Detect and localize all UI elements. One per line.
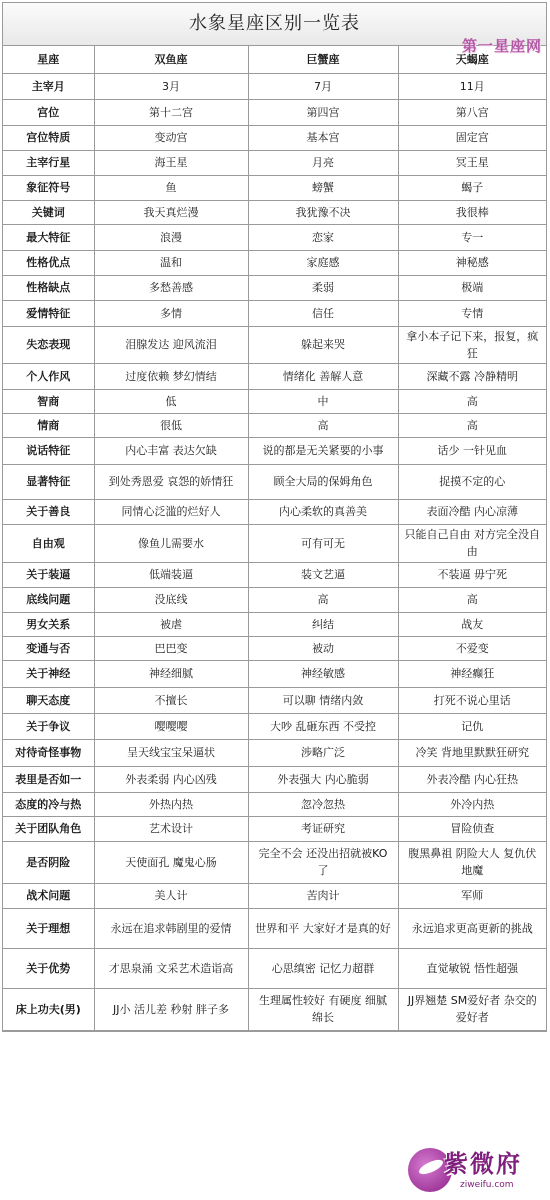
table-cell: 11月 (398, 73, 546, 99)
table-cell: 神秘感 (398, 250, 546, 275)
table-row (3, 363, 546, 389)
row-label: 战术问题 (3, 883, 94, 908)
table-cell: 第八宫 (398, 99, 546, 125)
table-cell: 表面冷酷 内心凉薄 (398, 499, 546, 524)
table-cell: 苦肉计 (248, 883, 398, 908)
row-label: 智商 (3, 389, 94, 413)
table-cell: 柔弱 (248, 275, 398, 300)
zodiac-comparison-table (3, 46, 546, 1031)
table-cell: 第四宫 (248, 99, 398, 125)
table-row (3, 883, 546, 908)
row-label: 性格优点 (3, 250, 94, 275)
table-cell: 基本宫 (248, 125, 398, 150)
table-cell: 螃蟹 (248, 175, 398, 200)
row-label: 失恋表现 (3, 326, 94, 363)
table-cell: 专情 (398, 300, 546, 326)
row-label: 说话特征 (3, 437, 94, 464)
row-label: 是否阴险 (3, 841, 94, 883)
table-row (3, 660, 546, 687)
table-row (3, 636, 546, 660)
table-cell: 纠结 (248, 612, 398, 636)
table-cell: 神经癫狂 (398, 660, 546, 687)
table-cell: 固定宫 (398, 125, 546, 150)
table-cell: 拿小本子记下来，报复，疯狂 (398, 326, 546, 363)
row-label: 关于争议 (3, 713, 94, 739)
table-cell: 天使面孔 魔鬼心肠 (94, 841, 248, 883)
table-cell: 不擅长 (94, 687, 248, 713)
table-row (3, 988, 546, 1030)
table-cell: 专一 (398, 224, 546, 250)
table-cell: 心思缜密 记忆力超群 (248, 948, 398, 988)
table-cell: 蝎子 (398, 175, 546, 200)
table-cell: 浪漫 (94, 224, 248, 250)
table-row (3, 275, 546, 300)
row-label: 底线问题 (3, 587, 94, 612)
table-cell: 低端装逼 (94, 562, 248, 587)
table-cell: 我天真烂漫 (94, 200, 248, 224)
row-label: 变通与否 (3, 636, 94, 660)
table-cell: 家庭感 (248, 250, 398, 275)
table-cell: 可以聊 情绪内敛 (248, 687, 398, 713)
row-label: 关于装逼 (3, 562, 94, 587)
table-row (3, 413, 546, 437)
table-cell: 极端 (398, 275, 546, 300)
row-label: 自由观 (3, 524, 94, 562)
table-cell: 外表冷酷 内心狂热 (398, 766, 546, 792)
table-cell: 变动宫 (94, 125, 248, 150)
row-label: 爱情特征 (3, 300, 94, 326)
table-cell: 直觉敏锐 悟性超强 (398, 948, 546, 988)
table-row (3, 200, 546, 224)
table-cell: 说的都是无关紧要的小事 (248, 437, 398, 464)
table-cell: 呈天线宝宝呆逼状 (94, 739, 248, 766)
table-row (3, 816, 546, 841)
table-cell: 高 (248, 587, 398, 612)
table-row (3, 713, 546, 739)
table-row (3, 612, 546, 636)
row-label: 最大特征 (3, 224, 94, 250)
table-cell: 永远追求更高更新的挑战 (398, 908, 546, 948)
table-cell: 第十二宫 (94, 99, 248, 125)
table-row (3, 524, 546, 562)
table-cell: 可有可无 (248, 524, 398, 562)
table-cell: 军师 (398, 883, 546, 908)
table-cell: 我犹豫不决 (248, 200, 398, 224)
table-cell: 中 (248, 389, 398, 413)
table-cell: 躲起来哭 (248, 326, 398, 363)
table-cell: 完全不会 还没出招就被KO了 (248, 841, 398, 883)
table-row (3, 792, 546, 816)
table-cell: 才思泉涌 文采艺术造诣高 (94, 948, 248, 988)
row-label: 表里是否如一 (3, 766, 94, 792)
header-corner: 星座 (3, 46, 94, 73)
row-label: 对待奇怪事物 (3, 739, 94, 766)
row-label: 象征符号 (3, 175, 94, 200)
row-label: 个人作风 (3, 363, 94, 389)
table-cell: 内心丰富 表达欠缺 (94, 437, 248, 464)
table-cell: 世界和平 大家好才是真的好 (248, 908, 398, 948)
row-label: 显著特征 (3, 464, 94, 499)
table-cell: 外表强大 内心脆弱 (248, 766, 398, 792)
table-cell: 生理属性较好 有硬度 细腻绵长 (248, 988, 398, 1030)
table-cell: 多情 (94, 300, 248, 326)
table-row (3, 841, 546, 883)
table-cell: 嘤嘤嘤 (94, 713, 248, 739)
table-cell: 不爱变 (398, 636, 546, 660)
table-row (3, 300, 546, 326)
site-watermark: 第一星座网 (461, 37, 542, 55)
header-sign: 天蝎座 (398, 46, 546, 73)
table-cell: 高 (398, 587, 546, 612)
table-cell: 鱼 (94, 175, 248, 200)
table-cell: 装文艺逼 (248, 562, 398, 587)
table-row (3, 224, 546, 250)
row-label: 聊天态度 (3, 687, 94, 713)
comparison-sheet (2, 2, 547, 1032)
table-cell: 深藏不露 冷静精明 (398, 363, 546, 389)
row-label: 关键词 (3, 200, 94, 224)
table-cell: 泪腺发达 迎风流泪 (94, 326, 248, 363)
table-cell: 像鱼儿需要水 (94, 524, 248, 562)
row-label: 关于优势 (3, 948, 94, 988)
table-cell: 美人计 (94, 883, 248, 908)
row-label: 性格缺点 (3, 275, 94, 300)
table-cell: 永远在追求韩剧里的爱情 (94, 908, 248, 948)
header-sign: 双鱼座 (94, 46, 248, 73)
row-label: 关于理想 (3, 908, 94, 948)
table-row (3, 437, 546, 464)
table-row (3, 948, 546, 988)
table-cell: 情绪化 善解人意 (248, 363, 398, 389)
row-label: 主宰月 (3, 73, 94, 99)
table-cell: 冒险侦查 (398, 816, 546, 841)
table-cell: 我很棒 (398, 200, 546, 224)
table-row (3, 125, 546, 150)
table-row (3, 326, 546, 363)
row-label: 关于神经 (3, 660, 94, 687)
table-cell: 外冷内热 (398, 792, 546, 816)
row-label: 男女关系 (3, 612, 94, 636)
table-cell: 低 (94, 389, 248, 413)
table-cell: 涉略广泛 (248, 739, 398, 766)
table-cell: 大吵 乱砸东西 不受控 (248, 713, 398, 739)
table-cell: 信任 (248, 300, 398, 326)
table-row (3, 908, 546, 948)
row-label: 态度的冷与热 (3, 792, 94, 816)
table-cell: 不装逼 毋宁死 (398, 562, 546, 587)
table-cell: 月亮 (248, 150, 398, 175)
row-label: 关于善良 (3, 499, 94, 524)
table-cell: 顾全大局的保姆角色 (248, 464, 398, 499)
table-cell: 高 (398, 389, 546, 413)
table-cell: 被动 (248, 636, 398, 660)
table-cell: 记仇 (398, 713, 546, 739)
table-cell: 高 (398, 413, 546, 437)
table-cell: JJ界翘楚 SM爱好者 杂交的爱好者 (398, 988, 546, 1030)
table-cell: 内心柔软的真善美 (248, 499, 398, 524)
row-label: 宫位 (3, 99, 94, 125)
table-cell: 冷笑 背地里默默狂研究 (398, 739, 546, 766)
row-label: 关于团队角色 (3, 816, 94, 841)
table-cell: 冥王星 (398, 150, 546, 175)
table-row (3, 389, 546, 413)
table-cell: 只能自己自由 对方完全没自由 (398, 524, 546, 562)
table-title: 水象星座区别一览表 (3, 3, 546, 46)
table-row (3, 99, 546, 125)
table-cell: 艺术设计 (94, 816, 248, 841)
row-label: 主宰行星 (3, 150, 94, 175)
table-row (3, 73, 546, 99)
table-row (3, 766, 546, 792)
table-cell: 高 (248, 413, 398, 437)
table-row (3, 464, 546, 499)
logo-text: 紫微府 (444, 1150, 522, 1178)
table-cell: 考证研究 (248, 816, 398, 841)
table-cell: 话少 一针见血 (398, 437, 546, 464)
table-cell: 海王星 (94, 150, 248, 175)
table-cell: 同情心泛滥的烂好人 (94, 499, 248, 524)
table-cell: 神经细腻 (94, 660, 248, 687)
table-cell: 7月 (248, 73, 398, 99)
table-cell: 到处秀恩爱 哀怨的娇情狂 (94, 464, 248, 499)
table-row (3, 499, 546, 524)
row-label: 情商 (3, 413, 94, 437)
table-row (3, 687, 546, 713)
table-row (3, 562, 546, 587)
table-cell: 恋家 (248, 224, 398, 250)
row-label: 床上功夫(男) (3, 988, 94, 1030)
table-row (3, 739, 546, 766)
table-cell: 过度依赖 梦幻情结 (94, 363, 248, 389)
table-cell: 被虐 (94, 612, 248, 636)
table-cell: 腹黑鼻祖 阴险大人 复仇伏地魔 (398, 841, 546, 883)
table-cell: 多愁善感 (94, 275, 248, 300)
table-cell: 外表柔弱 内心凶残 (94, 766, 248, 792)
row-label: 宫位特质 (3, 125, 94, 150)
site-logo (408, 1140, 548, 1198)
table-cell: 外热内热 (94, 792, 248, 816)
table-cell: 神经敏感 (248, 660, 398, 687)
table-cell: 温和 (94, 250, 248, 275)
table-cell: 没底线 (94, 587, 248, 612)
table-row (3, 587, 546, 612)
table-cell: 忽冷忽热 (248, 792, 398, 816)
table-row (3, 250, 546, 275)
table-cell: 打死不说心里话 (398, 687, 546, 713)
table-cell: 巴巴变 (94, 636, 248, 660)
table-cell: 战友 (398, 612, 546, 636)
table-row (3, 175, 546, 200)
table-cell: 很低 (94, 413, 248, 437)
header-sign: 巨蟹座 (248, 46, 398, 73)
logo-url: ziweifu.com (460, 1180, 514, 1190)
table-cell: 3月 (94, 73, 248, 99)
table-cell: JJ小 活儿差 秒射 胖子多 (94, 988, 248, 1030)
table-cell: 捉摸不定的心 (398, 464, 546, 499)
table-row (3, 150, 546, 175)
